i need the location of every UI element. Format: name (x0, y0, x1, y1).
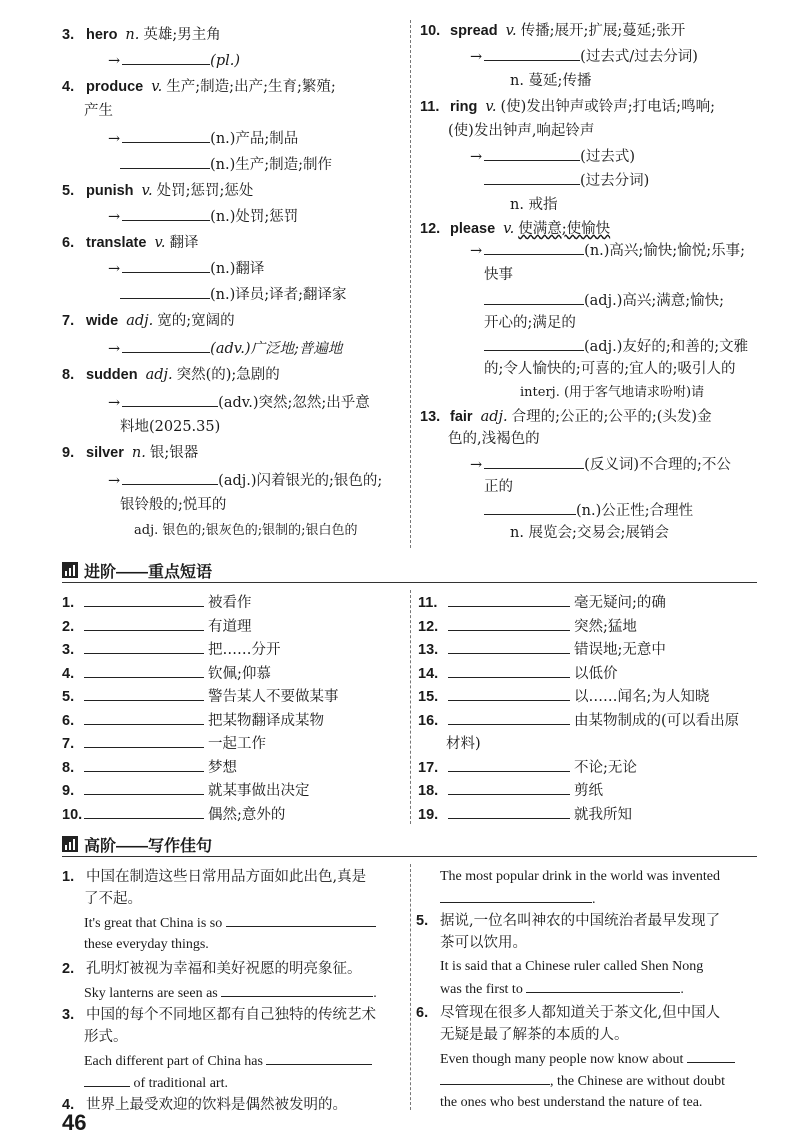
answer-blank[interactable] (84, 1072, 130, 1087)
answer-blank[interactable] (448, 639, 570, 654)
sentence-cn-cont: 无疑是最了解茶的本质的人。 (440, 1027, 629, 1043)
phrase-meaning: 剪纸 (574, 783, 603, 799)
vocab-extra: n. 蔓延;传播 (510, 73, 592, 89)
phrase-meaning: 有道理 (208, 618, 252, 635)
answer-line: (过去分词) (484, 170, 649, 192)
phrase-meaning: 梦想 (208, 759, 237, 776)
answer-blank[interactable] (226, 912, 376, 927)
phrase-meaning-cont: 材料) (446, 736, 481, 752)
answer-blank[interactable] (84, 592, 204, 607)
sentence-cn-cont: 了不起。 (84, 891, 142, 907)
answer-line: (n.)生产;制造;制作 (120, 154, 332, 176)
answer-blank[interactable] (266, 1050, 372, 1065)
phrase-item (62, 616, 252, 638)
phrase-number: 1. (62, 595, 75, 611)
phrase-meaning: 以低价 (574, 665, 618, 682)
answer-line: (n.)公正性;合理性 (484, 500, 693, 522)
sentence-en: of traditional art. (84, 1072, 228, 1095)
phrase-number: 10. (62, 806, 83, 823)
bar-chart-icon (62, 836, 78, 852)
answer-line: (adj.)友好的;和善的;文雅 (484, 336, 748, 358)
answer-blank[interactable] (440, 888, 592, 903)
answer-cont: 的;令人愉快的;可喜的;宜人的;吸引人的 (484, 361, 736, 377)
phrase-number: 2. (62, 618, 75, 635)
sentence-en: The most popular drink in the world was invented (440, 869, 720, 884)
answer-cont: 料地(2025.35) (120, 419, 221, 435)
phrase-meaning: 就我所知 (574, 806, 632, 823)
answer-line: (adj.)高兴;满意;愉快; (484, 290, 724, 312)
answer-blank[interactable] (484, 170, 580, 185)
section-header-phrases (62, 558, 757, 583)
sentence-en: the ones who best understand the nature of tea. (440, 1095, 703, 1110)
answer-blank[interactable] (448, 780, 570, 795)
vocab-meaning-cont: (使)发出钟声,响起铃声 (448, 123, 595, 139)
sentence-en: , the Chinese are without doubt (440, 1070, 725, 1093)
answer-blank[interactable] (448, 757, 570, 772)
sentence-1: 1. 中国在制造这些日常用品方面如此出色,真是 (62, 869, 367, 885)
sentence-en: It's great that China is so (84, 912, 376, 935)
phrase-number: 14. (418, 665, 439, 682)
answer-blank[interactable] (122, 206, 210, 221)
vocab-meaning-cont: 产生 (84, 103, 113, 119)
answer-line: → (n.)产品;制品 (108, 128, 298, 150)
answer-blank[interactable] (84, 733, 204, 748)
section-header-sentences (62, 832, 757, 857)
phrase-item (62, 757, 237, 779)
phrase-meaning: 就某事做出决定 (208, 783, 310, 799)
phrase-item (418, 686, 709, 708)
answer-blank[interactable] (221, 982, 373, 997)
sentence-cn-cont: 茶可以饮用。 (440, 935, 527, 951)
answer-blank[interactable] (122, 470, 218, 485)
answer-blank[interactable] (84, 639, 204, 654)
answer-cont: 正的 (484, 479, 513, 495)
vocab-item-silver: 9. silver n. 银;银器 (62, 445, 199, 461)
sentence-en: It is said that a Chinese ruler called Shen Nong (440, 959, 704, 974)
vocab-extra: adj. 银色的;银灰色的;银制的;银白色的 (134, 523, 358, 538)
vocab-extra: n. 戒指 (510, 197, 558, 213)
answer-blank[interactable] (84, 780, 204, 795)
answer-blank[interactable] (84, 663, 204, 678)
answer-blank[interactable] (484, 454, 584, 469)
phrase-meaning: 以……闻名;为人知晓 (574, 689, 710, 705)
phrase-meaning: 不论;无论 (574, 759, 637, 776)
vocab-item-sudden: 8. sudden adj. 突然(的);急剧的 (62, 367, 280, 383)
vocab-meaning-cont: 色的,浅褐色的 (448, 431, 540, 447)
answer-blank[interactable] (484, 336, 584, 351)
answer-line: → (过去式/过去分词) (470, 46, 698, 68)
phrase-meaning: 突然;猛地 (574, 618, 637, 635)
answer-blank[interactable] (84, 757, 204, 772)
answer-cont: 快事 (484, 267, 513, 283)
answer-line: → (pl.) (108, 50, 244, 72)
phrase-item (62, 686, 339, 708)
vocab-extra: n. 展览会;交易会;展销会 (510, 525, 669, 541)
phrase-item (62, 592, 252, 614)
phrase-meaning: 被看作 (208, 595, 252, 611)
phrase-item (62, 710, 324, 732)
vocab-item-translate: 6. translate v. 翻译 (62, 235, 199, 251)
answer-blank[interactable] (84, 686, 204, 701)
phrase-meaning: 把某物翻译成某物 (208, 712, 324, 729)
answer-blank[interactable] (84, 616, 204, 631)
vocab-extra: interj. (用于客气地请求吩咐)请 (520, 385, 705, 400)
phrase-number: 3. (62, 642, 75, 658)
phrase-meaning: 偶然;意外的 (208, 806, 286, 823)
answer-blank[interactable] (448, 804, 570, 819)
sentence-en: was the first to . (440, 978, 684, 1001)
phrase-item (418, 663, 618, 685)
vocab-item-ring: 11. ring v. (使)发出钟声或铃声;打电话;鸣响; (420, 99, 715, 115)
answer-blank[interactable] (484, 290, 584, 305)
answer-line: → (n.)高兴;愉快;愉悦;乐事; (470, 240, 745, 262)
sentence-6: 6. 尽管现在很多人都知道关于茶文化,但中国人 (416, 1005, 721, 1021)
phrase-number: 12. (418, 618, 439, 635)
answer-blank[interactable] (448, 616, 570, 631)
phrase-number: 18. (418, 783, 439, 799)
phrase-number: 4. (62, 665, 75, 682)
answer-line: → (adv.)广泛地;普遍地 (108, 338, 346, 360)
sentence-en: Sky lanterns are seen as . (84, 982, 377, 1005)
answer-blank[interactable] (84, 710, 204, 725)
answer-line: → (反义词)不合理的;不公 (470, 454, 731, 476)
column-divider (410, 864, 411, 1110)
answer-blank[interactable] (448, 663, 570, 678)
sentence-en: Each different part of China has (84, 1050, 372, 1073)
answer-line: → (adv.)突然;忽然;出乎意 (108, 392, 370, 414)
sentence-en: Even though many people now know about (440, 1048, 735, 1071)
phrase-item (418, 757, 637, 779)
answer-blank[interactable] (122, 258, 210, 273)
phrase-item (418, 592, 666, 614)
phrase-number: 16. (418, 712, 439, 729)
sentence-2: 2. 孔明灯被视为幸福和美好祝愿的明亮象征。 (62, 961, 362, 977)
phrase-number: 11. (418, 595, 438, 611)
phrase-item (62, 639, 281, 661)
vocab-item-fair: 13. fair adj. 合理的;公正的;公平的;(头发)金 (420, 409, 712, 425)
sentence-en: these everyday things. (84, 937, 209, 952)
phrase-meaning: 由某物制成的(可以看出原 (574, 712, 740, 729)
answer-blank[interactable] (448, 686, 570, 701)
sentence-5: 5. 据说,一位名叫神农的中国统治者最早发现了 (416, 913, 721, 929)
answer-blank[interactable] (440, 1070, 550, 1085)
section-title: 进阶——重点短语 (84, 564, 213, 581)
answer-blank[interactable] (484, 500, 576, 515)
sentence-3: 3. 中国的每个不同地区都有自己独特的传统艺术 (62, 1007, 376, 1023)
phrase-number: 6. (62, 712, 75, 729)
sentence-en: . (440, 888, 596, 911)
sentence-4: 4. 世界上最受欢迎的饮料是偶然被发明的。 (62, 1097, 347, 1113)
phrase-item (62, 780, 310, 802)
sentence-cn-cont: 形式。 (84, 1029, 128, 1045)
phrase-meaning: 毫无疑问;的确 (574, 595, 666, 611)
answer-cont: 开心的;满足的 (484, 315, 576, 331)
answer-line: → (adj.)闪着银光的;银色的; (108, 470, 382, 492)
phrase-item (418, 710, 739, 732)
section-title: 高阶——写作佳句 (84, 838, 213, 855)
phrase-item (62, 804, 285, 826)
vocab-item-punish: 5. punish v. 处罚;惩罚;惩处 (62, 183, 254, 199)
vocab-item-wide: 7. wide adj. 宽的;宽阔的 (62, 313, 235, 329)
phrase-number: 15. (418, 689, 439, 705)
answer-blank[interactable] (687, 1048, 735, 1063)
phrase-meaning: 错误地;无意中 (574, 642, 666, 658)
phrase-item (62, 733, 266, 755)
phrase-number: 13. (418, 642, 439, 658)
answer-blank[interactable] (120, 284, 210, 299)
phrase-meaning: 一起工作 (208, 736, 266, 752)
answer-blank[interactable] (122, 392, 218, 407)
column-divider (410, 590, 411, 824)
answer-blank[interactable] (448, 710, 570, 725)
phrase-number: 9. (62, 783, 75, 799)
bar-chart-icon (62, 562, 78, 578)
answer-blank[interactable] (448, 592, 570, 607)
phrase-item (418, 780, 603, 802)
page-number: 46 (62, 1110, 87, 1135)
answer-blank[interactable] (122, 128, 210, 143)
phrase-number: 19. (418, 806, 439, 823)
phrase-number: 7. (62, 736, 75, 752)
vocab-item-hero: 3. hero n. 英雄;男主角 (62, 27, 221, 43)
answer-cont: 银铃般的;悦耳的 (120, 497, 227, 513)
answer-blank[interactable] (84, 804, 204, 819)
phrase-meaning: 把……分开 (208, 642, 281, 658)
phrase-meaning: 钦佩;仰慕 (208, 665, 271, 682)
answer-blank[interactable] (484, 46, 580, 61)
column-divider (410, 20, 411, 548)
answer-line: (n.)译员;译者;翻译家 (120, 284, 347, 306)
answer-blank[interactable] (526, 978, 680, 993)
phrase-number: 17. (418, 759, 439, 776)
phrase-meaning: 警告某人不要做某事 (208, 689, 339, 705)
phrase-number: 8. (62, 759, 75, 776)
phrase-number: 5. (62, 689, 75, 705)
answer-blank[interactable] (122, 50, 210, 65)
answer-blank[interactable] (484, 240, 584, 255)
answer-blank[interactable] (484, 146, 580, 161)
phrase-item (418, 616, 637, 638)
answer-blank[interactable] (122, 338, 210, 353)
answer-blank[interactable] (120, 154, 210, 169)
answer-line: → (过去式) (470, 146, 635, 168)
answer-line: → (n.)处罚;惩罚 (108, 206, 298, 228)
vocab-item-please: 12. please v. 使满意;使愉快 (420, 221, 611, 237)
vocab-item-produce: 4. produce v. 生产;制造;出产;生育;繁殖; (62, 79, 336, 95)
vocab-item-spread: 10. spread v. 传播;展开;扩展;蔓延;张开 (420, 23, 686, 39)
answer-line: → (n.)翻译 (108, 258, 264, 280)
phrase-item (418, 639, 666, 661)
phrase-item (418, 804, 632, 826)
phrase-item (62, 663, 271, 685)
